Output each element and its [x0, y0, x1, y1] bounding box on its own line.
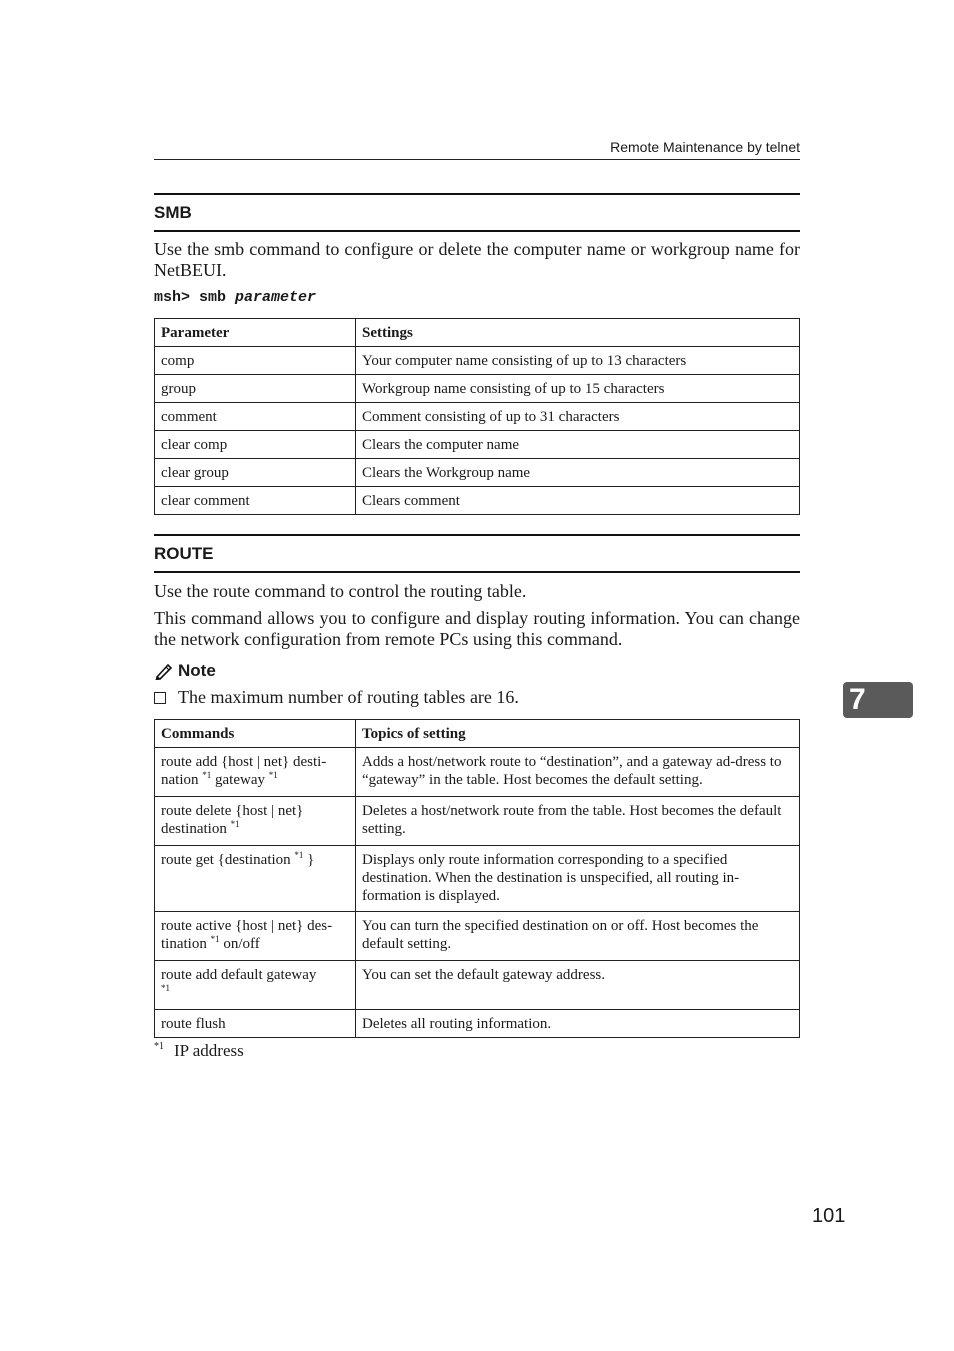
- command-text: route get {destination: [161, 852, 295, 868]
- column-header-settings: Settings: [356, 319, 800, 347]
- running-head: Remote Maintenance by telnet: [610, 139, 800, 155]
- pencil-note-icon: [154, 662, 174, 680]
- footnote-text: IP address: [174, 1041, 244, 1060]
- route-intro: Use the route command to control the routing table.: [154, 581, 527, 601]
- settings-cell: Clears the Workgroup name: [356, 459, 800, 487]
- smb-parameter-table: [154, 318, 800, 515]
- chapter-tab: 7: [843, 682, 913, 718]
- table-header-row: [155, 319, 800, 347]
- command-text: route active {host | net} des-tination: [161, 918, 333, 952]
- topic-cell: Displays only route information corresponding to a specified destination. When the destination is unspecified, all routing in-formation is displayed.: [356, 846, 800, 912]
- command-text: route delete {host | net} destination: [161, 803, 304, 837]
- footnote-mark: *1: [154, 1041, 164, 1053]
- parameter-cell: clear comp: [155, 431, 356, 459]
- command-text: }: [303, 852, 315, 868]
- topic-cell: Deletes a host/network route from the table. Host becomes the default setting.: [356, 797, 800, 846]
- parameter-cell: comment: [155, 403, 356, 431]
- table-row: [155, 487, 800, 515]
- route-commands-table: [154, 719, 800, 1038]
- command-cell: route flush: [155, 1010, 356, 1038]
- footnote-ref: *1: [294, 850, 304, 860]
- table-row: [155, 748, 800, 797]
- command-cell: [155, 797, 356, 846]
- table-row: [155, 403, 800, 431]
- note-item: [154, 687, 519, 708]
- table-row: [155, 347, 800, 375]
- command-cell: [155, 846, 356, 912]
- table-row: [155, 431, 800, 459]
- column-header-parameter: Parameter: [155, 319, 356, 347]
- command-parameter: parameter: [235, 289, 317, 306]
- command-text: route add {host | net} desti-nation: [161, 754, 327, 788]
- parameter-cell: comp: [155, 347, 356, 375]
- topic-cell: Adds a host/network route to “destination”, and a gateway ad-dress to “gateway” in the table. Host becomes the default setting.: [356, 748, 800, 797]
- table-row: [155, 797, 800, 846]
- table-header-row: [155, 720, 800, 748]
- table-row: [155, 912, 800, 961]
- settings-cell: Clears the computer name: [356, 431, 800, 459]
- column-header-topics: Topics of setting: [356, 720, 800, 748]
- note-text: The maximum number of routing tables are 16.: [178, 687, 519, 707]
- parameter-cell: group: [155, 375, 356, 403]
- command-prefix: msh> smb: [154, 289, 236, 306]
- checkbox-icon: [154, 692, 166, 704]
- command-text: route add default gateway: [161, 967, 317, 983]
- topic-cell: Deletes all routing information.: [356, 1010, 800, 1038]
- footnote: [154, 1041, 244, 1061]
- smb-title: SMB: [154, 203, 192, 222]
- smb-command-syntax: [154, 289, 316, 306]
- command-cell: [155, 961, 356, 1010]
- table-row: [155, 375, 800, 403]
- table-row: [155, 961, 800, 1010]
- header-rule: [154, 159, 800, 160]
- settings-cell: Workgroup name consisting of up to 15 characters: [356, 375, 800, 403]
- settings-cell: Clears comment: [356, 487, 800, 515]
- footnote-ref: *1: [210, 934, 220, 944]
- note-heading: [154, 661, 216, 681]
- topic-cell: You can set the default gateway address.: [356, 961, 800, 1010]
- smb-section-heading: [154, 193, 800, 232]
- heading-rule-bottom: [154, 571, 800, 573]
- route-description: This command allows you to configure and display routing information. You can change the network configuration from remote PCs using this command.: [154, 608, 800, 649]
- smb-description: Use the smb command to configure or delete the computer name or workgroup name for NetBEUI.: [154, 239, 800, 280]
- command-cell: [155, 748, 356, 797]
- table-row: [155, 1010, 800, 1038]
- settings-cell: Comment consisting of up to 31 characters: [356, 403, 800, 431]
- note-label: Note: [178, 661, 216, 680]
- footnote-ref: *1: [230, 819, 240, 829]
- settings-cell: Your computer name consisting of up to 13 characters: [356, 347, 800, 375]
- route-section-heading: [154, 534, 800, 573]
- parameter-cell: clear comment: [155, 487, 356, 515]
- command-text: gateway: [211, 772, 269, 788]
- table-row: [155, 459, 800, 487]
- page-number: 101: [812, 1205, 846, 1227]
- topic-cell: You can turn the specified destination on or off. Host becomes the default setting.: [356, 912, 800, 961]
- heading-rule-bottom: [154, 230, 800, 232]
- table-row: [155, 846, 800, 912]
- command-cell: [155, 912, 356, 961]
- footnote-ref: *1: [161, 983, 170, 993]
- route-title: ROUTE: [154, 544, 214, 563]
- footnote-ref: *1: [268, 770, 278, 780]
- column-header-commands: Commands: [155, 720, 356, 748]
- footnote-ref: *1: [202, 770, 212, 780]
- parameter-cell: clear group: [155, 459, 356, 487]
- command-text: on/off: [219, 936, 260, 952]
